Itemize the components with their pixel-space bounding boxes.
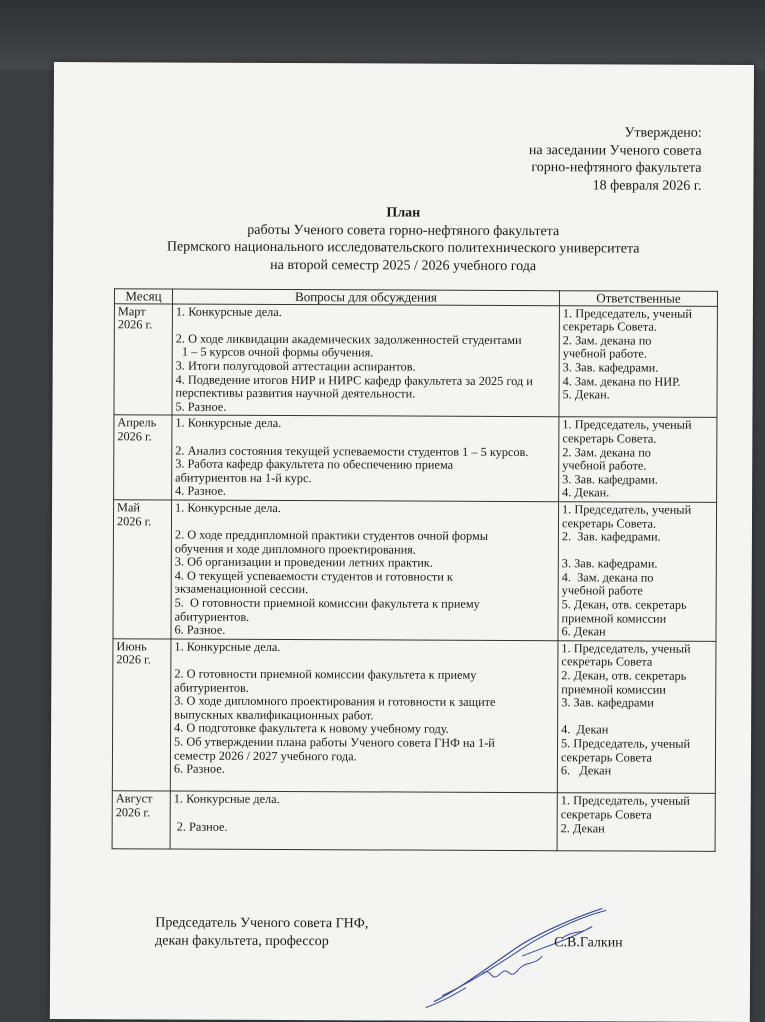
questions-line: перспективы развития научной деятельности. [175,385,416,401]
questions-line: абитуриентов. [174,680,249,695]
questions-cell [172,415,559,501]
questions-cell [170,791,557,850]
questions-line: 2. О ходе ликвидации академических задолженностей студентами [175,331,522,347]
responsible-line: 3. Зав. кафедрами. [562,360,659,375]
table-row [112,791,715,851]
responsible-line: учебной работе. [562,458,647,473]
responsible-cell [559,305,717,417]
questions-cell [172,304,559,417]
responsible-line: 2. Декан, отв. секретарь [561,668,687,683]
table-row [114,303,717,417]
questions-line: 3. О ходе дипломного проектирования и готовности к защите [174,693,496,710]
responsible-line: 4. Зам. декана по [561,570,654,585]
responsible-cell [557,793,715,851]
questions-line: 2. Разное. [173,819,228,834]
responsible-line: 5. Декан, отв. секретарь [561,597,687,612]
questions-line: 4. О подготовке факультета к новому учебному году. [174,720,449,737]
questions-line: 3. Работа кафедр факультета по обеспечению приема [175,456,454,472]
questions-cell [171,500,559,641]
responsible-line: приемной комиссии [561,681,666,697]
document-page [50,62,754,1022]
month-line: Апрель [117,415,157,430]
footer-line: Председатель Ученого совета ГНФ, [155,915,369,932]
responsible-cell [558,502,717,642]
month-line: 2026 г. [115,805,151,820]
questions-line: 1. Конкурсные дела. [174,639,281,654]
month-cell [114,303,172,415]
approval-date: 18 февраля 2026 г. [592,177,702,194]
questions-line: 5. Разное. [175,399,227,414]
questions-line: 1. Конкурсные дела. [175,415,282,431]
questions-line: абитуриентов. [174,609,250,624]
questions-line: 5. Об утверждении плана работы Ученого совета ГНФ на 1-й [174,734,495,750]
responsible-line: 5. Декан. [562,387,610,402]
responsible-line: секретарь Совета. [562,431,657,446]
header-month: Месяц [114,289,172,304]
header-responsible: Ответственные [559,291,717,306]
responsible-line: 1. Председатель, ученый [562,417,692,433]
questions-line [174,776,554,791]
questions-line: 2. О ходе преддипломной практики студентов очной формы [174,527,489,543]
questions-line: семестр 2026 / 2027 учебного года. [173,748,357,763]
questions-line: 6. Разное. [173,761,225,776]
responsible-line: 2. Зам. декана по [562,333,652,348]
questions-line: 6. Разное. [174,622,226,638]
questions-line: 4. Разное. [175,483,227,499]
responsible-line: 3. Зав. кафедрами. [562,471,658,487]
month-line: Август [115,791,153,806]
questions-line: абитуриентов на 1-й курс. [175,470,312,485]
approval-line: на заседании Ученого совета [528,142,702,159]
questions-line: 5. О готовности приемной комиссии факультета к приему [174,595,480,611]
responsible-line: 2. Зав. кафедрами. [561,529,661,544]
questions-line: экзаменационной сессии. [174,582,309,597]
responsible-cell [557,641,716,794]
responsible-line: 2. Декан [560,820,605,835]
responsible-line: секретарь Совета. [562,319,657,334]
questions-line: выпускных квалификационных работ. [174,707,374,723]
approval-block [529,124,702,195]
responsible-line: 6. Декан [561,624,606,639]
approval-line: Утверждено: [624,125,702,141]
footer-signatory [155,914,368,951]
table-body [112,303,717,851]
handwritten-signature [422,904,622,1020]
questions-line: обучения и ходе дипломного проектирования. [174,541,416,557]
questions-line: 3. Итоги полугодовой аттестации аспирантов. [175,358,416,374]
responsible-line: 4. Декан. [562,485,610,500]
responsible-line: учебной работе. [562,346,647,361]
month-cell [113,500,172,639]
title-plan: План [386,205,421,221]
questions-line: 1. Конкурсные дела. [173,791,280,807]
document-title [53,203,753,276]
title-line: Пермского национального исследовательского политехнического университета [166,239,640,257]
header-questions: Вопросы для обсуждения [172,289,559,305]
questions-line: 4. О текущей успеваемости студентов и готовности к [174,568,453,584]
month-line: 2026 г. [116,652,151,667]
questions-line: 3. Об организации и проведении летних практик. [174,554,433,570]
title-line: на второй семестр 2025 / 2026 учебного года [270,257,537,274]
responsible-line: приемной комиссии [561,610,667,626]
responsible-line: секретарь Совета [560,807,652,822]
responsible-line: секретарь Совета [560,749,652,765]
responsible-line: 4. Декан [561,722,609,737]
responsible-line: секретарь Совета [561,654,653,670]
questions-line: 4. Подведение итогов НИР и НИРС кафедр факультета за 2025 год и [175,372,533,388]
responsible-line: 1. Председатель, ученый [560,793,690,809]
responsible-line: 5. Председатель, ученый [561,736,691,751]
questions-line: 2. Анализ состояния текущей успеваемости студентов 1 – 5 курсов. [175,443,529,459]
questions-line: 1. Конкурсные дела. [175,500,282,515]
table-row [112,639,716,794]
questions-line [174,834,554,849]
questions-line: 2. О готовности приемной комиссии факультета к приему [174,666,477,682]
responsible-line: 2. Зам. декана по [562,444,651,460]
responsible-line: 6. Декан [560,763,612,778]
responsible-line: 1. Председатель, ученый [562,305,693,321]
background-surface [0,0,765,70]
month-cell [112,639,171,792]
responsible-line: секретарь Совета. [561,515,657,531]
table-row [114,415,717,502]
responsible-line: 3. Зав. кафедрами [561,695,654,710]
signatory-name: С.В.Галкин [554,935,623,951]
month-cell [112,791,170,849]
month-cell [114,415,172,500]
responsible-line: 3. Зав. кафедрами. [561,556,658,571]
month-line: Июнь [116,639,147,654]
table-row [113,500,717,642]
approval-line: горно-нефтяного факультета [531,160,702,176]
title-line: работы Ученого совета горно-нефтяного факультета [247,222,560,239]
responsible-cell [559,417,717,502]
month-line: Март [117,303,146,318]
footer-line: декан факультета, профессор [155,933,329,950]
questions-line: 1 – 5 курсов очной формы обучения. [175,344,374,360]
questions-line: 1. Конкурсные дела. [175,304,282,319]
plan-table [112,288,718,851]
month-line: 2026 г. [117,429,152,444]
responsible-line: учебной работе [561,583,643,599]
responsible-line: 1. Председатель, ученый [561,641,691,656]
responsible-line: 1. Председатель, ученый [562,502,692,517]
questions-cell [170,639,558,793]
month-line: 2026 г. [116,513,152,528]
month-line: Май [117,500,141,515]
month-line: 2026 г. [117,317,153,332]
responsible-line: 4. Зам. декана по НИР. [562,373,681,389]
